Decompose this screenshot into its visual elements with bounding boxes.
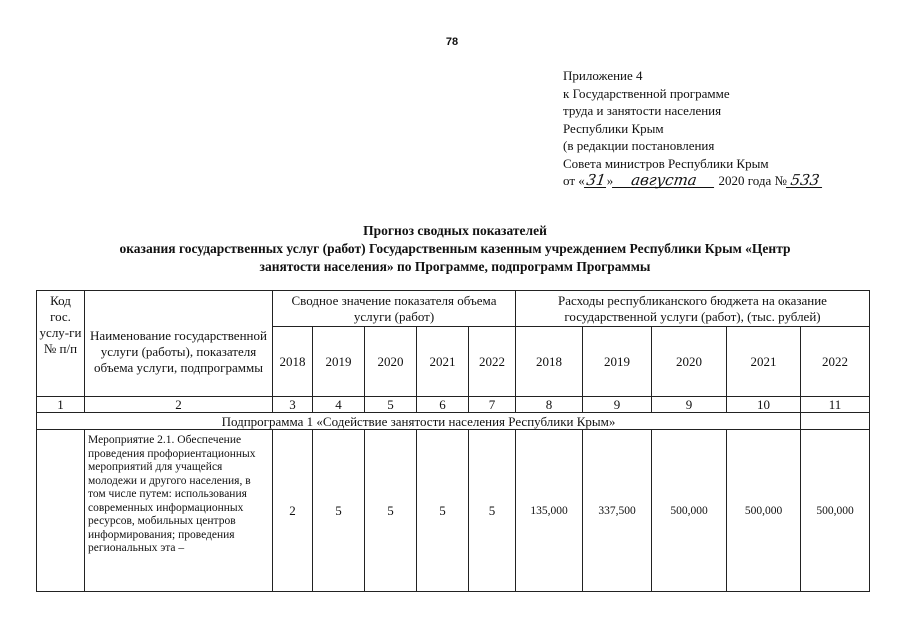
header-budget-year: 2020 bbox=[652, 327, 727, 397]
index-cell: 5 bbox=[365, 397, 417, 413]
title-line: оказания государственных услуг (работ) Государственным казенным учреждением Республики Крым «Центр bbox=[119, 241, 791, 256]
appendix-date-line bbox=[563, 172, 823, 190]
header-row-groups bbox=[37, 291, 870, 327]
row-budget: 500,000 bbox=[652, 430, 727, 592]
row-budget: 135,000 bbox=[516, 430, 583, 592]
page-number: 78 bbox=[445, 36, 459, 48]
title-line: занятости населения» по Программе, подпрограмм Программы bbox=[259, 259, 651, 274]
index-cell: 9 bbox=[652, 397, 727, 413]
date-prefix: от « bbox=[563, 173, 585, 188]
forecast-table bbox=[36, 290, 870, 592]
index-cell: 4 bbox=[313, 397, 365, 413]
document-title bbox=[60, 222, 850, 276]
index-cell: 8 bbox=[516, 397, 583, 413]
header-budget-year: 2022 bbox=[801, 327, 870, 397]
row-budget: 337,500 bbox=[583, 430, 652, 592]
index-cell: 1 bbox=[37, 397, 85, 413]
table-row bbox=[37, 430, 870, 592]
subprogram-title: Подпрограмма 1 «Содействие занятости населения Республики Крым» bbox=[37, 413, 801, 430]
appendix-line: труда и занятости населения bbox=[563, 103, 722, 118]
appendix-block bbox=[563, 67, 823, 190]
header-volume-year: 2022 bbox=[469, 327, 516, 397]
header-budget-year: 2019 bbox=[583, 327, 652, 397]
header-budget-year: 2021 bbox=[727, 327, 801, 397]
index-cell: 2 bbox=[85, 397, 273, 413]
header-volume-year: 2019 bbox=[313, 327, 365, 397]
header-name: Наименование государственной услуги (работы), показателя объема услуги, подпрограммы bbox=[85, 291, 273, 397]
header-volume-year: 2021 bbox=[417, 327, 469, 397]
header-budget-group: Расходы республиканского бюджета на оказание государственной услуги (работ), (тыс. рублей) bbox=[516, 291, 870, 327]
subprogram-row bbox=[37, 413, 870, 430]
handwritten-month: августа bbox=[612, 173, 716, 188]
header-volume-year: 2020 bbox=[365, 327, 417, 397]
subprogram-empty-cell bbox=[801, 413, 870, 430]
row-volume: 5 bbox=[313, 430, 365, 592]
index-cell: 7 bbox=[469, 397, 516, 413]
index-cell: 9 bbox=[583, 397, 652, 413]
index-cell: 11 bbox=[801, 397, 870, 413]
row-volume: 2 bbox=[273, 430, 313, 592]
handwritten-doc-number: 533 bbox=[786, 173, 824, 188]
row-volume: 5 bbox=[365, 430, 417, 592]
index-row bbox=[37, 397, 870, 413]
appendix-line: Приложение 4 bbox=[563, 68, 643, 83]
title-line: Прогноз сводных показателей bbox=[363, 223, 547, 238]
index-cell: 6 bbox=[417, 397, 469, 413]
appendix-line: Республики Крым bbox=[563, 120, 664, 136]
date-suffix: 2020 года № bbox=[715, 173, 787, 188]
row-name: Мероприятие 2.1. Обеспечение проведения профориентационных мероприятий для учащейся молодежи и другого населения, в том числе путем: использования современных информационных ресурсов, мобильных центров информирования; проведения региональных эта – bbox=[85, 430, 273, 592]
row-budget: 500,000 bbox=[801, 430, 870, 592]
appendix-line: Совета министров Республики Крым bbox=[563, 155, 769, 171]
index-cell: 3 bbox=[273, 397, 313, 413]
row-volume: 5 bbox=[469, 430, 516, 592]
row-volume: 5 bbox=[417, 430, 469, 592]
date-quote-close: » bbox=[606, 173, 614, 188]
appendix-line: (в редакции постановления bbox=[563, 138, 715, 153]
header-code: Код гос. услу-ги № п/п bbox=[37, 291, 85, 397]
handwritten-day: 31 bbox=[585, 171, 607, 189]
index-cell: 10 bbox=[727, 397, 801, 413]
row-code bbox=[37, 430, 85, 592]
header-volume-group: Сводное значение показателя объема услуги (работ) bbox=[273, 291, 516, 327]
header-volume-year: 2018 bbox=[273, 327, 313, 397]
header-budget-year: 2018 bbox=[516, 327, 583, 397]
row-budget: 500,000 bbox=[727, 430, 801, 592]
appendix-line: к Государственной программе bbox=[563, 85, 730, 101]
